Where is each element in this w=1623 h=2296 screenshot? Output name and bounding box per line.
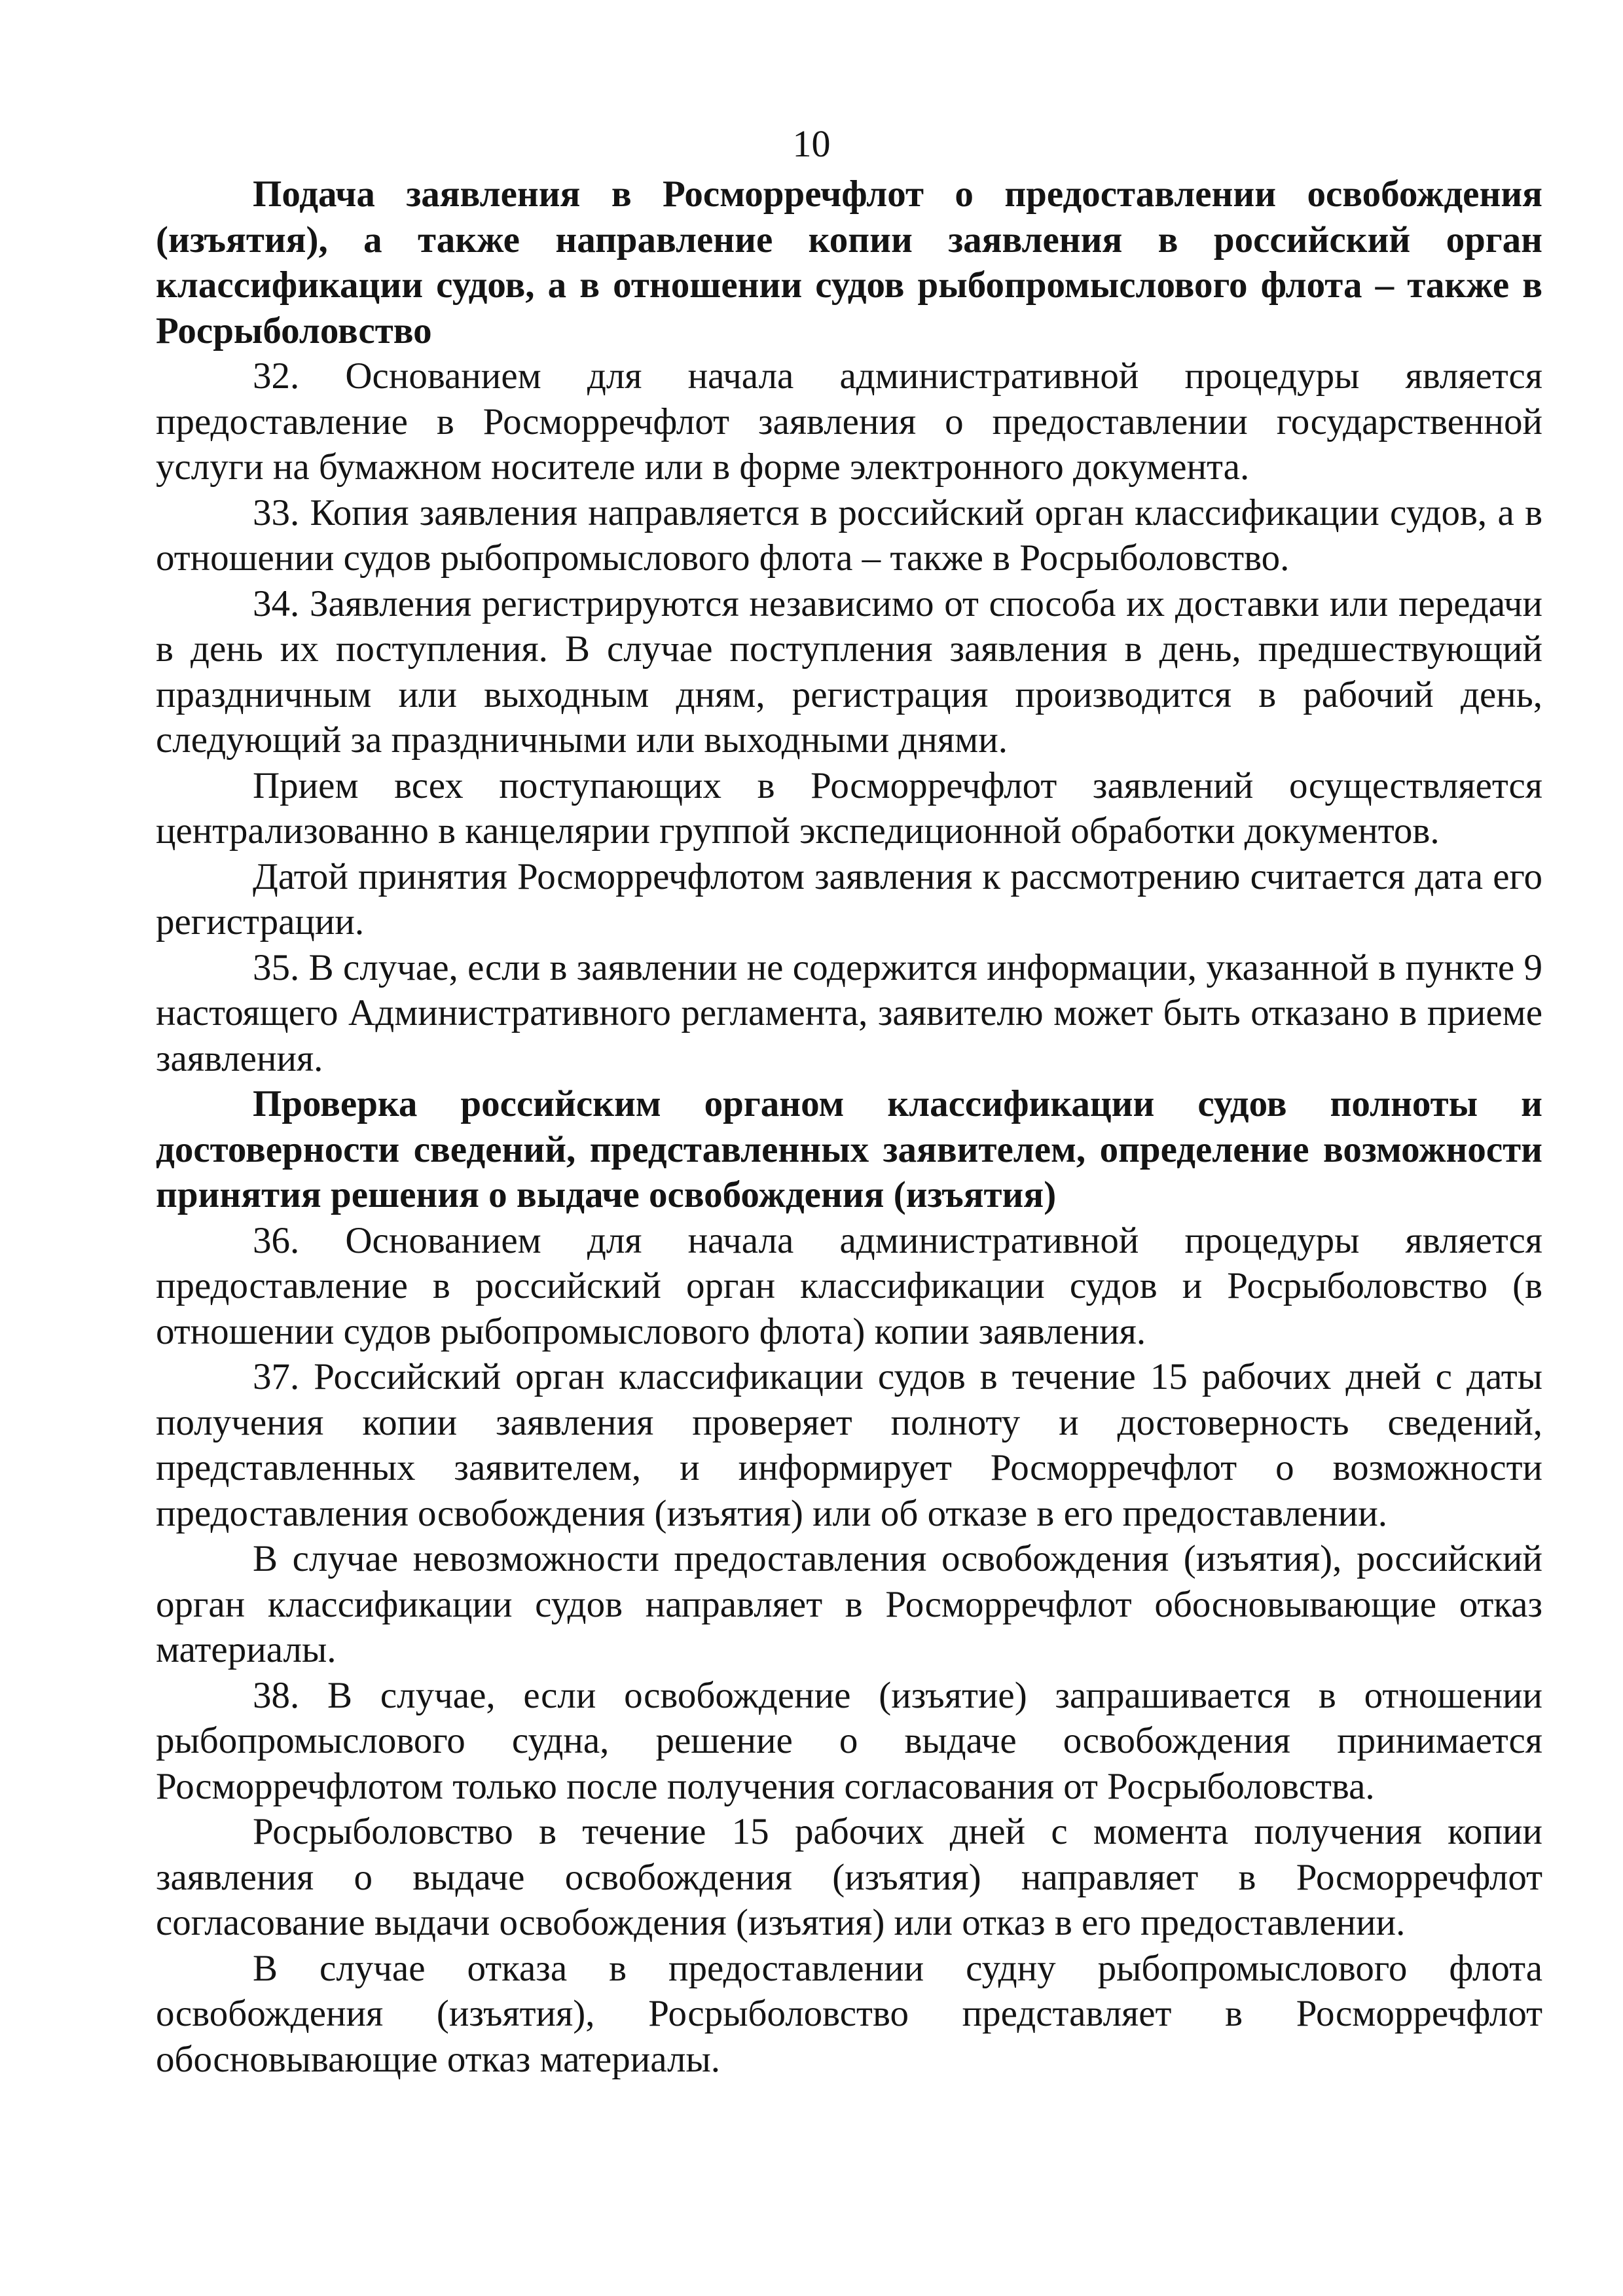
paragraph: В случае отказа в предоставлении судну рыбопромыслового флота освобождения (изъятия), Росрыболовство представляет в Росморречфлот обосновывающие отказ материалы.	[156, 1947, 1542, 2080]
section-heading: Проверка российским органом классификации судов полноты и достоверности сведений, представленных заявителем, определение возможности принятия решения о выдаче освобождения (изъятия)	[156, 1083, 1542, 1215]
document-body	[156, 171, 1542, 2082]
page-number: 10	[792, 122, 831, 165]
paragraph: 38. В случае, если освобождение (изъятие) запрашивается в отношении рыбопромыслового судна, решение о выдаче освобождения принимается Росморречфлотом только после получения согласования от Росрыболовства.	[156, 1674, 1542, 1807]
section-heading: Подача заявления в Росморречфлот о предоставлении освобождения (изъятия), а также направление копии заявления в российский орган классификации судов, а в отношении судов рыбопромыслового флота – также в Росрыболовство	[156, 173, 1542, 351]
paragraph: Росрыболовство в течение 15 рабочих дней с момента получения копии заявления о выдаче освобождения (изъятия) направляет в Росморречфлот согласование выдачи освобождения (изъятия) или отказ в его предоставлении.	[156, 1811, 1542, 1943]
paragraph: 32. Основанием для начала административной процедуры является предоставление в Росморречфлот заявления о предоставлении государственной услуги на бумажном носителе или в форме электронного документа.	[156, 355, 1542, 488]
paragraph: 33. Копия заявления направляется в российский орган классификации судов, а в отношении судов рыбопромыслового флота – также в Росрыболовство.	[156, 492, 1542, 579]
paragraph: 34. Заявления регистрируются независимо от способа их доставки или передачи в день их поступления. В случае поступления заявления в день, предшествующий праздничным или выходным дням, регистрация производится в рабочий день, следующий за праздничными или выходными днями.	[156, 583, 1542, 761]
paragraph: 37. Российский орган классификации судов в течение 15 рабочих дней с даты получения копии заявления проверяет полноту и достоверность сведений, представленных заявителем, и информирует Росморречфлот о возможности предоставления освобождения (изъятия) или об отказе в его предоставлении.	[156, 1356, 1542, 1534]
paragraph: В случае невозможности предоставления освобождения (изъятия), российский орган классификации судов направляет в Росморречфлот обосновывающие отказ материалы.	[156, 1538, 1542, 1670]
paragraph: Датой принятия Росморречфлотом заявления к рассмотрению считается дата его регистрации.	[156, 855, 1542, 942]
paragraph: 36. Основанием для начала административной процедуры является предоставление в российский орган классификации судов и Росрыболовство (в отношении судов рыбопромыслового флота) копии заявления.	[156, 1219, 1542, 1352]
paragraph: 35. В случае, если в заявлении не содержится информации, указанной в пункте 9 настоящего Административного регламента, заявителю может быть отказано в приеме заявления.	[156, 946, 1542, 1079]
paragraph: Прием всех поступающих в Росморречфлот заявлений осуществляется централизованно в канцелярии группой экспедиционной обработки документов.	[156, 764, 1542, 852]
